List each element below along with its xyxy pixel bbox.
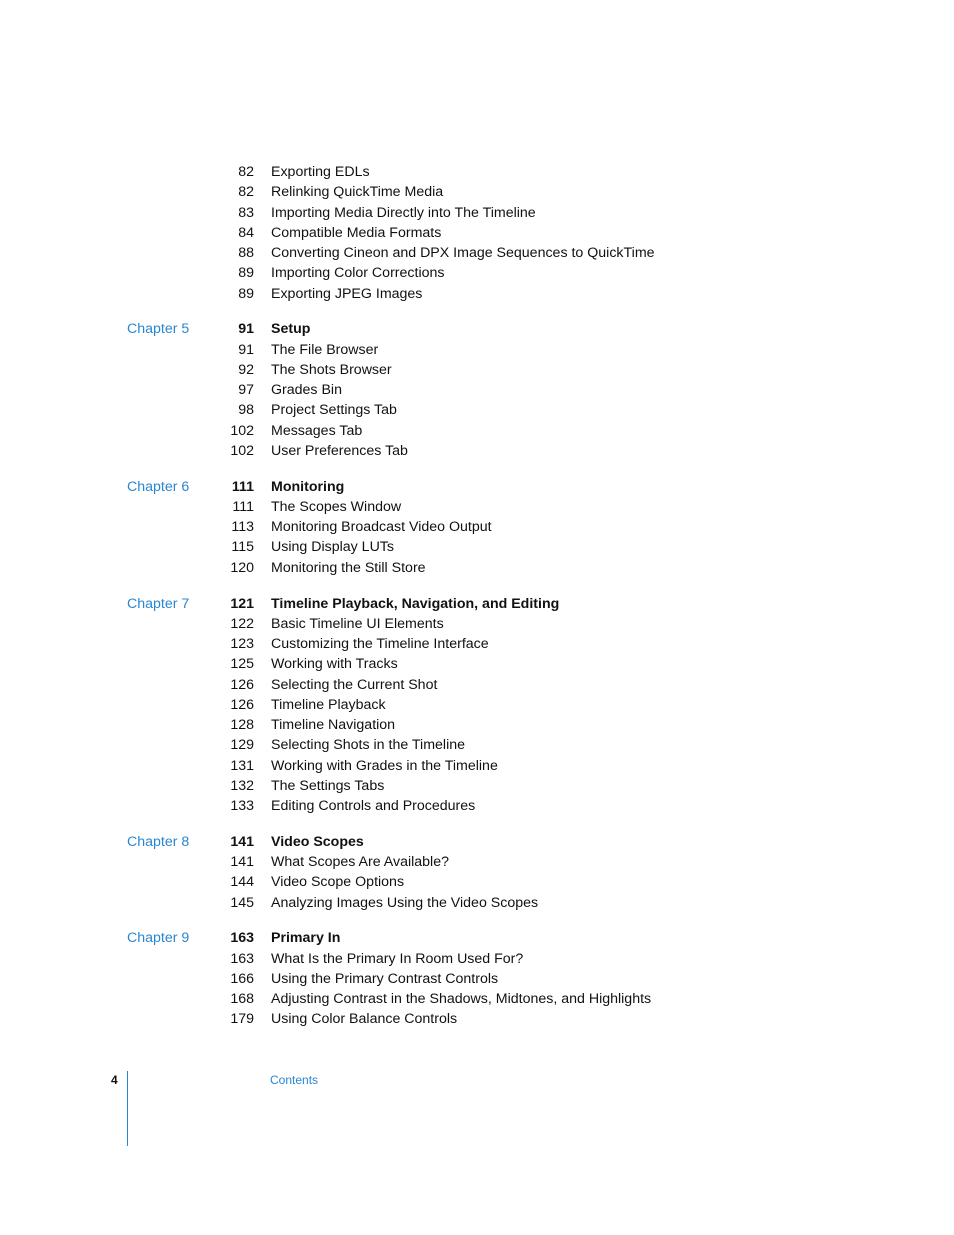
toc-entry[interactable] (0, 497, 954, 517)
chapter-heading[interactable] (0, 477, 954, 497)
toc-entry-page: 102 (230, 422, 254, 439)
toc-entry-page: 92 (238, 361, 254, 378)
chapter-heading[interactable] (0, 928, 954, 948)
toc-entry-title[interactable]: Converting Cineon and DPX Image Sequences to QuickTime (271, 245, 655, 261)
toc-entry-title[interactable]: The Shots Browser (271, 361, 392, 378)
toc-entry[interactable] (0, 872, 954, 892)
page-number: 4 (111, 1073, 118, 1087)
chapter-heading[interactable] (0, 832, 954, 852)
toc-entry-page: 123 (230, 636, 254, 653)
toc-entry[interactable] (0, 614, 954, 634)
toc-entry[interactable] (0, 1009, 954, 1029)
toc-entry[interactable] (0, 852, 954, 872)
toc-entry[interactable] (0, 969, 954, 989)
chapter-label[interactable]: Chapter 6 (127, 478, 190, 495)
toc-entry[interactable] (0, 776, 954, 796)
toc-entry-page: 131 (230, 757, 254, 774)
toc-entry[interactable] (0, 284, 954, 304)
toc-entry-title[interactable]: Importing Media Directly into The Timeline (271, 204, 536, 221)
toc-entry[interactable] (0, 243, 954, 263)
toc-entry-title[interactable]: What Is the Primary In Room Used For? (271, 950, 524, 967)
toc-entry-title[interactable]: Using Display LUTs (271, 539, 394, 556)
chapter-title[interactable]: Video Scopes (271, 833, 364, 850)
toc-entry-page: 89 (238, 285, 254, 302)
toc-entry-title[interactable]: Analyzing Images Using the Video Scopes (271, 894, 539, 911)
chapter-page: 141 (230, 833, 254, 850)
toc-chapter-7 (0, 594, 954, 817)
toc-entry[interactable] (0, 182, 954, 202)
toc-chapter-9 (0, 928, 954, 1029)
chapter-label[interactable]: Chapter 8 (127, 833, 190, 850)
toc-entry[interactable] (0, 634, 954, 654)
toc-entry[interactable] (0, 517, 954, 537)
toc-entry[interactable] (0, 558, 954, 578)
toc-entry-title[interactable]: Monitoring the Still Store (271, 559, 426, 576)
toc-entry-title[interactable]: Exporting EDLs (271, 164, 370, 180)
toc-entry-page: 145 (230, 894, 254, 911)
toc-entry-page: 132 (230, 777, 254, 794)
toc-entry-page: 97 (238, 382, 254, 399)
toc-entry-title[interactable]: Video Scope Options (271, 874, 405, 891)
toc-entry-page: 82 (238, 164, 254, 180)
toc-entry-title[interactable]: Exporting JPEG Images (271, 285, 423, 302)
toc-entry-title[interactable]: Messages Tab (271, 422, 363, 439)
toc-entry-page: 122 (230, 615, 254, 632)
toc-entry-title[interactable]: Customizing the Timeline Interface (271, 636, 489, 653)
toc-entry-title[interactable]: Editing Controls and Procedures (271, 798, 476, 815)
toc-entry-page: 113 (231, 519, 254, 536)
toc-entry[interactable] (0, 949, 954, 969)
footer-divider (127, 1071, 128, 1146)
toc-entry-page: 179 (230, 1011, 254, 1028)
toc-entry[interactable] (0, 715, 954, 735)
toc-chapter-5 (0, 319, 954, 461)
toc-entry-page: 102 (230, 442, 254, 459)
toc-entry-page: 141 (230, 854, 254, 871)
toc-entry[interactable] (0, 441, 954, 461)
toc-entry[interactable] (0, 400, 954, 420)
chapter-label[interactable]: Chapter 5 (127, 321, 190, 338)
toc-entry[interactable] (0, 735, 954, 755)
toc-entry-page: 166 (230, 970, 254, 987)
chapter-page: 91 (238, 321, 254, 338)
chapter-title[interactable]: Setup (271, 321, 311, 338)
toc-entry-page: 120 (230, 559, 254, 576)
toc-entry-page: 125 (230, 656, 254, 673)
toc-entry-title[interactable]: The Scopes Window (271, 498, 402, 515)
chapter-page: 111 (231, 478, 254, 495)
toc-entry[interactable] (0, 223, 954, 243)
chapter-page: 121 (230, 595, 254, 612)
toc-continuation-group (0, 162, 954, 304)
chapter-label[interactable]: Chapter 9 (127, 930, 190, 947)
toc-entry-title[interactable]: Selecting Shots in the Timeline (271, 737, 466, 754)
toc-entry-page: 126 (230, 696, 254, 713)
toc-entry[interactable] (0, 989, 954, 1009)
toc-entry[interactable] (0, 654, 954, 674)
toc-entry-page: 115 (231, 539, 254, 556)
toc-entry[interactable] (0, 263, 954, 283)
toc-entry-page: 168 (230, 991, 254, 1008)
toc-entry[interactable] (0, 695, 954, 715)
chapter-page: 163 (230, 930, 254, 947)
toc-entry-page: 133 (230, 798, 254, 815)
toc-entry[interactable] (0, 421, 954, 441)
toc-entry-title[interactable]: Grades Bin (271, 382, 342, 399)
toc-entry-page: 89 (238, 265, 254, 282)
toc-entry[interactable] (0, 162, 954, 182)
toc-entry-title[interactable]: Working with Tracks (271, 656, 398, 673)
toc-entry-page: 163 (230, 950, 254, 967)
toc-entry-title[interactable]: The File Browser (271, 341, 379, 358)
toc-entry-page: 83 (238, 204, 254, 221)
toc-entry-page: 84 (238, 224, 254, 241)
toc-entry-title[interactable]: Compatible Media Formats (271, 224, 442, 241)
toc-entry-page: 98 (238, 402, 254, 419)
table-of-contents (0, 162, 954, 1045)
toc-entry-title[interactable]: Timeline Playback (271, 696, 386, 713)
toc-entry[interactable] (0, 756, 954, 776)
toc-entry[interactable] (0, 675, 954, 695)
toc-entry-page: 82 (238, 184, 254, 201)
chapter-title[interactable]: Monitoring (271, 478, 345, 495)
toc-entry[interactable] (0, 203, 954, 223)
toc-chapter-8 (0, 832, 954, 913)
toc-entry-page: 129 (230, 737, 254, 754)
footer-section-label: Contents (270, 1073, 319, 1087)
toc-entry[interactable] (0, 360, 954, 380)
toc-entry-title[interactable]: Project Settings Tab (271, 402, 397, 419)
toc-entry-page: 128 (230, 717, 254, 734)
toc-entry-title[interactable]: Using the Primary Contrast Controls (271, 970, 499, 987)
toc-chapter-6 (0, 477, 954, 578)
chapter-title[interactable]: Primary In (271, 930, 341, 947)
toc-entry-title[interactable]: Relinking QuickTime Media (271, 184, 444, 201)
toc-entry[interactable] (0, 893, 954, 913)
toc-entry-page: 91 (238, 341, 254, 358)
toc-entry-title[interactable]: Importing Color Corrections (271, 265, 445, 282)
toc-entry-page: 111 (232, 498, 254, 515)
chapter-heading[interactable] (0, 319, 954, 339)
toc-entry-title[interactable]: The Settings Tabs (271, 777, 385, 794)
toc-entry-title[interactable]: Using Color Balance Controls (271, 1011, 458, 1028)
toc-entry-title[interactable]: Selecting the Current Shot (271, 676, 438, 693)
toc-entry[interactable] (0, 537, 954, 557)
toc-entry-title[interactable]: User Preferences Tab (271, 442, 408, 459)
toc-entry-title[interactable]: What Scopes Are Available? (271, 854, 449, 871)
chapter-label[interactable]: Chapter 7 (127, 595, 190, 612)
toc-entry-title[interactable]: Working with Grades in the Timeline (271, 757, 498, 774)
toc-entry-title[interactable]: Adjusting Contrast in the Shadows, Midtones, and Highlights (271, 991, 652, 1008)
toc-entry-title[interactable]: Basic Timeline UI Elements (271, 615, 444, 632)
toc-entry[interactable] (0, 340, 954, 360)
chapter-title[interactable]: Timeline Playback, Navigation, and Editing (271, 595, 560, 612)
chapter-heading[interactable] (0, 594, 954, 614)
toc-entry-page: 88 (238, 245, 254, 261)
toc-entry[interactable] (0, 796, 954, 816)
toc-entry-title[interactable]: Timeline Navigation (271, 717, 396, 734)
toc-entry-page: 126 (230, 676, 254, 693)
toc-entry[interactable] (0, 380, 954, 400)
toc-entry-page: 144 (230, 874, 254, 891)
toc-entry-title[interactable]: Monitoring Broadcast Video Output (271, 519, 492, 536)
